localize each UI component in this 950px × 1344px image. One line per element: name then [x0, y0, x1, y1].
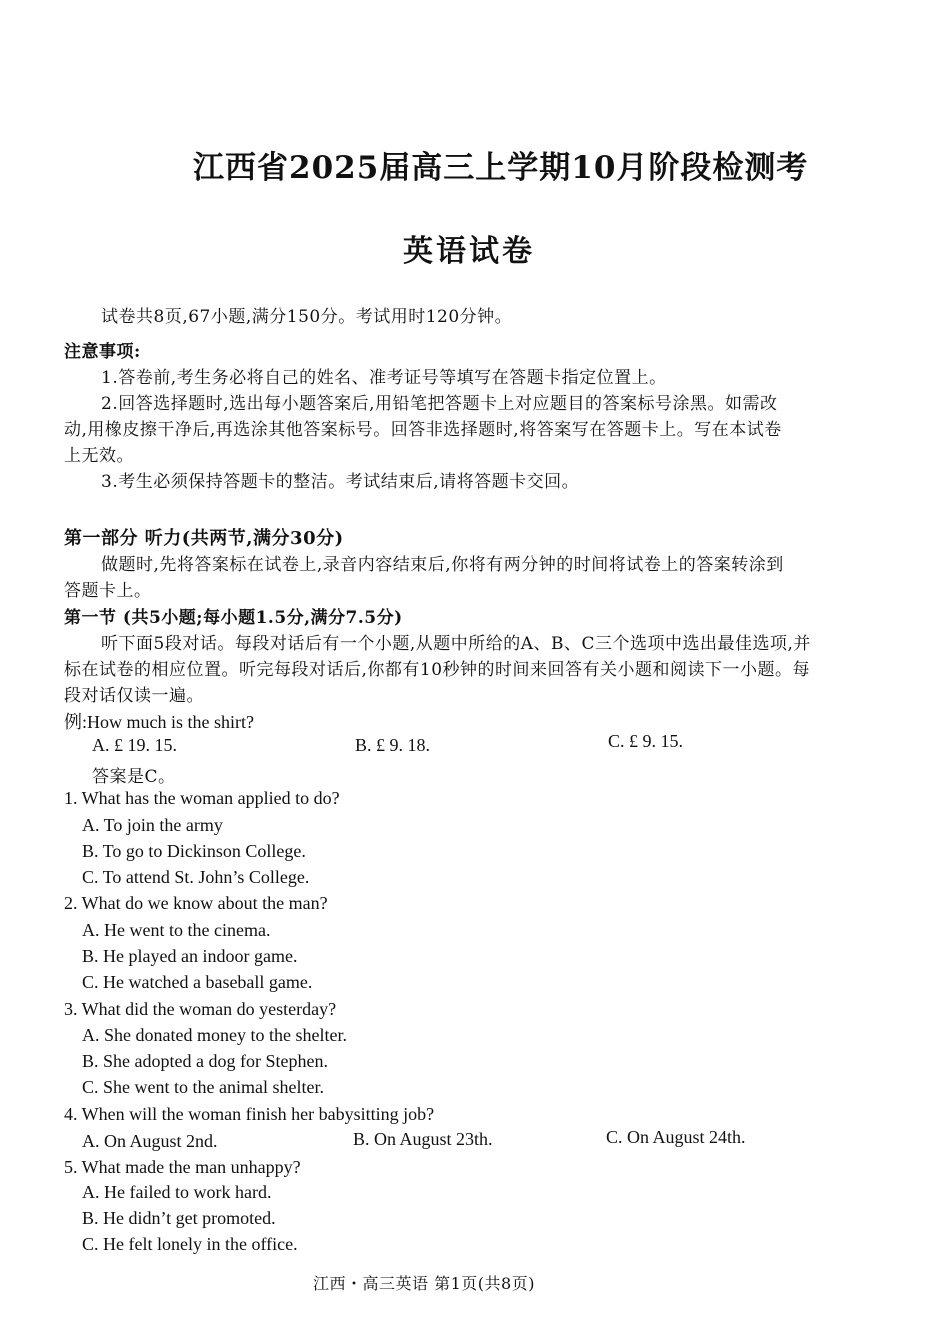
question-4: 4. When will the woman finish her babysitting job?: [64, 1104, 435, 1124]
question-1-option-b: B. To go to Dickinson College.: [82, 841, 306, 861]
page-footer: 江西・高三英语 第1页(共8页): [313, 1274, 535, 1293]
part1-desc-line-1: 做题时,先将答案标在试卷上,录音内容结束后,你将有两分钟的时间将试卷上的答案转涂到: [101, 555, 784, 575]
exam-subtitle: 英语试卷: [403, 234, 535, 269]
section1-desc-line-3: 段对话仅读一遍。: [64, 686, 204, 706]
question-2-option-c: C. He watched a baseball game.: [82, 972, 313, 992]
exam-intro: 试卷共8页,67小题,满分150分。考试用时120分钟。: [101, 307, 513, 327]
question-3-option-c: C. She went to the animal shelter.: [82, 1077, 324, 1097]
question-4-option-a: A. On August 2nd.: [82, 1131, 218, 1151]
question-1-option-a: A. To join the army: [82, 815, 223, 835]
notice-item-1: 1.答卷前,考生务必将自己的姓名、准考证号等填写在答题卡指定位置上。: [101, 368, 667, 388]
question-5-option-b: B. He didn’t get promoted.: [82, 1208, 276, 1228]
section1-desc-line-2: 标在试卷的相应位置。听完每段对话后,你都有10秒钟的时间来回答有关小题和阅读下一小题。每: [64, 660, 811, 680]
example-option-a: A. £ 19. 15.: [92, 735, 177, 755]
part1-heading: 第一部分 听力(共两节,满分30分): [64, 528, 344, 549]
notice-item-3: 3.考生必须保持答题卡的整洁。考试结束后,请将答题卡交回。: [101, 472, 580, 492]
question-2-option-b: B. He played an indoor game.: [82, 946, 298, 966]
question-4-option-c: C. On August 24th.: [606, 1127, 746, 1147]
question-3-option-a: A. She donated money to the shelter.: [82, 1025, 347, 1045]
question-2: 2. What do we know about the man?: [64, 893, 328, 913]
notice-item-2-line-1: 2.回答选择题时,选出每小题答案后,用铅笔把答题卡上对应题目的答案标号涂黑。如需改: [101, 394, 778, 414]
example-question: 例:How much is the shirt?: [64, 712, 254, 732]
notice-heading: 注意事项:: [64, 342, 141, 362]
example-option-b: B. £ 9. 18.: [355, 735, 431, 755]
question-5: 5. What made the man unhappy?: [64, 1157, 301, 1177]
question-5-option-a: A. He failed to work hard.: [82, 1182, 272, 1202]
question-1: 1. What has the woman applied to do?: [64, 788, 340, 808]
question-4-option-b: B. On August 23th.: [353, 1129, 493, 1149]
question-2-option-a: A. He went to the cinema.: [82, 920, 271, 940]
section1-desc-line-1: 听下面5段对话。每段对话后有一个小题,从题中所给的A、B、C三个选项中选出最佳选项,并: [101, 634, 811, 654]
exam-title: 江西省2025届高三上学期10月阶段检测考: [193, 150, 809, 186]
question-5-option-c: C. He felt lonely in the office.: [82, 1234, 298, 1254]
section1-heading: 第一节 (共5小题;每小题1.5分,满分7.5分): [64, 608, 403, 628]
example-option-c: C. £ 9. 15.: [608, 731, 684, 751]
question-1-option-c: C. To attend St. John’s College.: [82, 867, 310, 887]
notice-item-2-line-3: 上无效。: [64, 446, 134, 466]
notice-item-2-line-2: 动,用橡皮擦干净后,再选涂其他答案标号。回答非选择题时,将答案写在答题卡上。写在本试卷: [64, 420, 782, 440]
example-answer: 答案是C。: [92, 767, 176, 787]
part1-desc-line-2: 答题卡上。: [64, 581, 152, 601]
question-3: 3. What did the woman do yesterday?: [64, 999, 337, 1019]
question-3-option-b: B. She adopted a dog for Stephen.: [82, 1051, 328, 1071]
